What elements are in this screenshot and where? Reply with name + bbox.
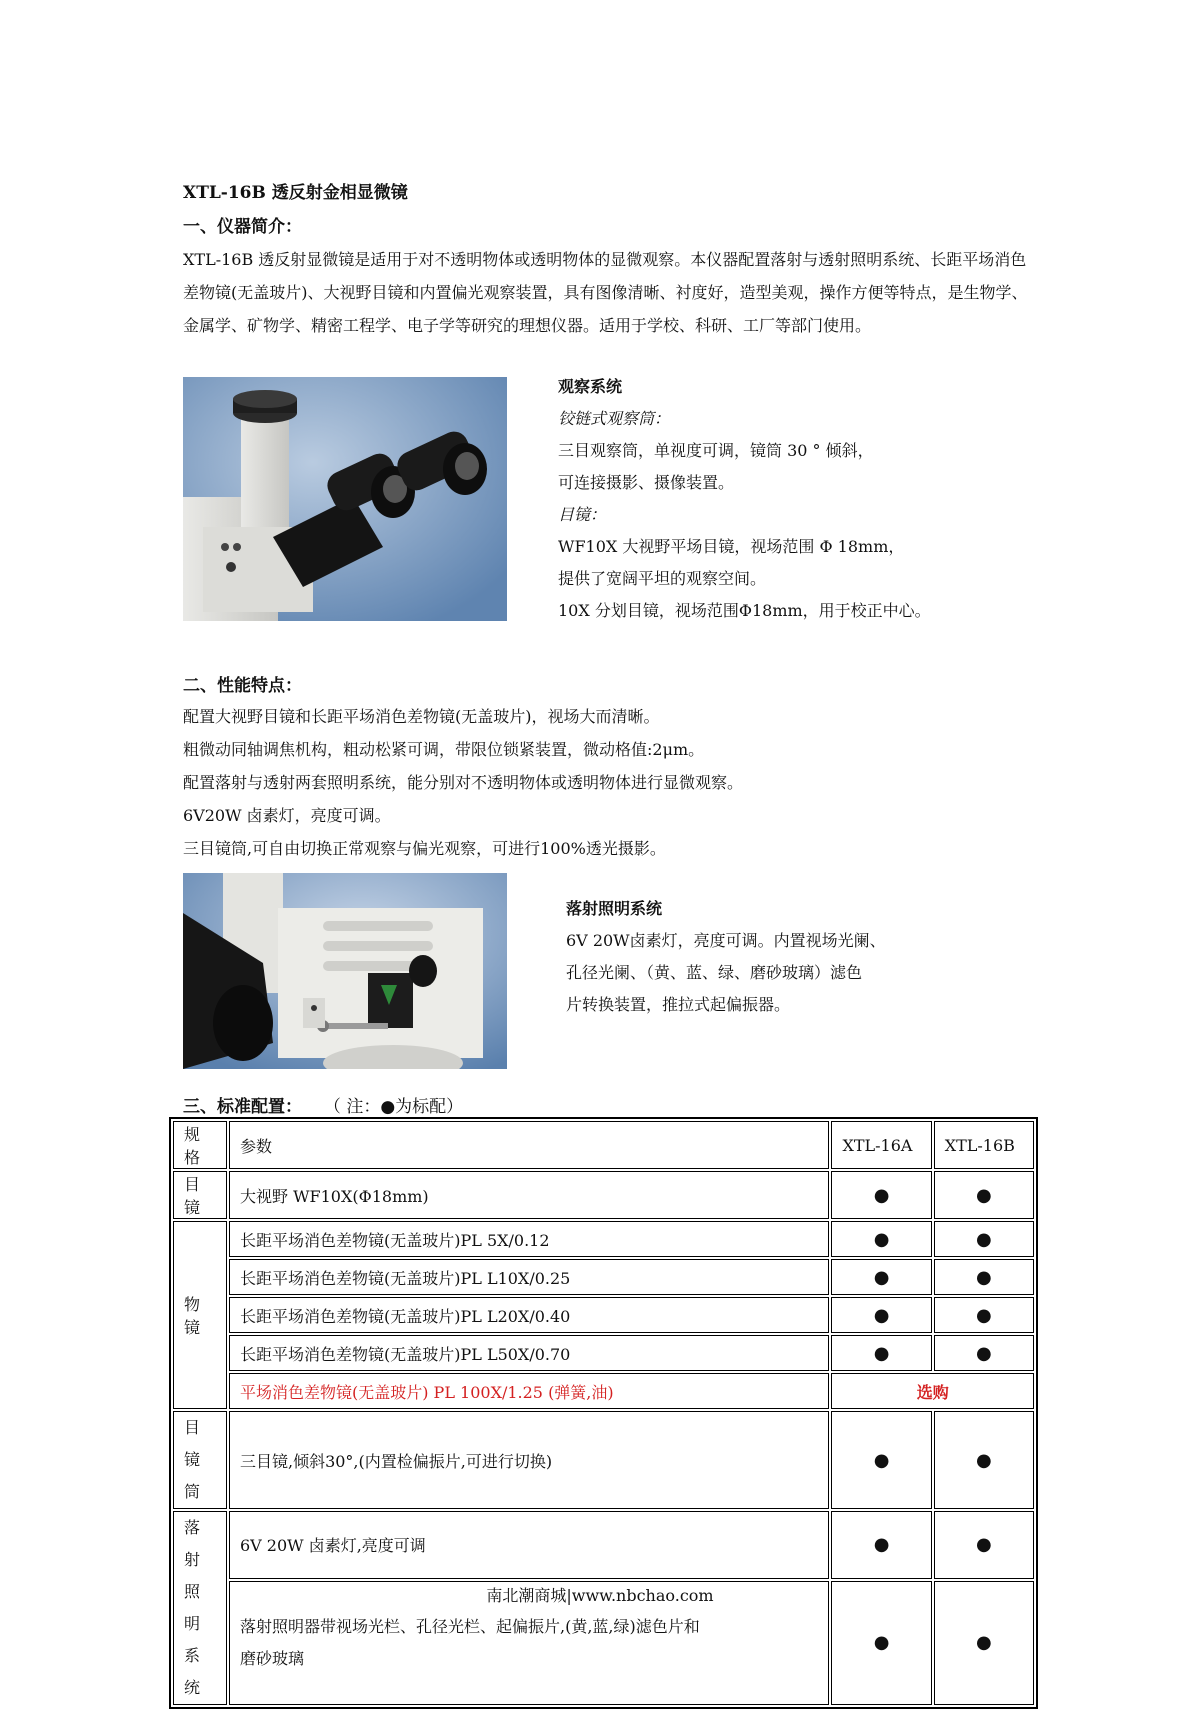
header-model-a: XTL-16A xyxy=(831,1121,931,1169)
standard-dot: ● xyxy=(934,1511,1034,1579)
standard-dot: ● xyxy=(831,1511,931,1579)
standard-dot: ● xyxy=(831,1297,931,1333)
observation-system-text xyxy=(558,371,931,627)
tube-param: 三目镜,倾斜30°,(内置检偏振片,可进行切换) xyxy=(229,1411,829,1509)
standard-dot: ● xyxy=(934,1335,1034,1371)
objective-param: 长距平场消色差物镜(无盖玻片)PL L50X/0.70 xyxy=(229,1335,829,1371)
eyepiece-subheading: 目镜： xyxy=(558,505,607,524)
illumination-line-2: 孔径光阑、（黄、蓝、绿、磨砂玻璃）滤色 xyxy=(566,963,863,982)
tube-label-line: 目镜 xyxy=(184,1418,201,1469)
illumination-line-3: 片转换装置，推拉式起偏振器。 xyxy=(566,995,791,1014)
feature-item: 粗微动同轴调焦机构，粗动松紧可调，带限位锁紧装置，微动格值:2μm。 xyxy=(183,740,705,759)
epi-param-line: 磨砂玻璃 xyxy=(239,1648,304,1668)
document-title: XTL-16B 透反射金相显微镜 xyxy=(183,183,408,203)
standard-dot: ● xyxy=(831,1411,931,1509)
optional-objective-param: 平场消色差物镜(无盖玻片) PL 100X/1.25 (弹簧,油) xyxy=(229,1373,829,1409)
table-row xyxy=(173,1511,1034,1579)
section-1-heading: 一、仪器简介： xyxy=(183,217,302,237)
eyepiece-param: 大视野 WF10X(Φ18mm) xyxy=(229,1171,829,1219)
table-row xyxy=(173,1171,1034,1219)
feature-item: 配置落射与透射两套照明系统，能分别对不透明物体或透明物体进行显微观察。 xyxy=(183,773,744,792)
section-3-heading xyxy=(183,1092,463,1117)
observation-line-5: 10X 分划目镜，视场范围Φ18mm，用于校正中心。 xyxy=(558,601,931,620)
standard-dot: ● xyxy=(934,1297,1034,1333)
illumination-line-1: 6V 20W卤素灯，亮度可调。内置视场光阑、 xyxy=(566,931,886,950)
header-model-b: XTL-16B xyxy=(934,1121,1034,1169)
illumination-system-text xyxy=(566,893,886,1021)
table-row xyxy=(173,1297,1034,1333)
observation-heading: 观察系统 xyxy=(558,377,623,396)
objective-param: 长距平场消色差物镜(无盖玻片)PL L10X/0.25 xyxy=(229,1259,829,1295)
table-row xyxy=(173,1373,1034,1409)
hinged-tube-subheading: 铰链式观察筒： xyxy=(558,409,671,428)
epi-param-line: 落射照明器带视场光栏、孔径光栏、起偏振片,(黄,蓝,绿)滤色片和 xyxy=(239,1616,700,1636)
table-row xyxy=(173,1259,1034,1295)
epi-label-line: 系统 xyxy=(184,1646,201,1697)
standard-dot: ● xyxy=(831,1335,931,1371)
section-3-title: 三、标准配置： xyxy=(183,1097,302,1117)
tube-label xyxy=(173,1411,227,1509)
standard-dot: ● xyxy=(934,1259,1034,1295)
section-1-intro: XTL-16B 透反射显微镜是适用于对不透明物体或透明物体的显微观察。本仪器配置落射与透射照明系统、长距平场消色差物镜(无盖玻片)、大视野目镜和内置偏光观察装置，具有图像清晰、衬度好，造型美观，操作方便等特点，是生物学、金属学、矿物学、精密工程学、电子学等研究的理想仪器。适用于学校、科研、工厂等部门使用。 xyxy=(183,250,1028,335)
epi-label-line: 照明 xyxy=(184,1582,201,1633)
table-row xyxy=(173,1221,1034,1257)
illumination-illustration xyxy=(183,873,507,1069)
table-row xyxy=(173,1335,1034,1371)
standard-dot: ● xyxy=(934,1581,1034,1705)
illumination-photo xyxy=(183,873,507,1069)
features-list xyxy=(183,700,743,865)
standard-dot: ● xyxy=(934,1171,1034,1219)
standard-dot: ● xyxy=(831,1259,931,1295)
feature-item: 6V20W 卤素灯，亮度可调。 xyxy=(183,806,391,825)
objective-param: 长距平场消色差物镜(无盖玻片)PL 5X/0.12 xyxy=(229,1221,829,1257)
feature-item: 三目镜筒,可自由切换正常观察与偏光观察，可进行100%透光摄影。 xyxy=(183,839,666,858)
epi-label-line: 落射 xyxy=(184,1518,201,1569)
standard-dot: ● xyxy=(934,1221,1034,1257)
standard-dot: ● xyxy=(934,1411,1034,1509)
feature-item: 配置大视野目镜和长距平场消色差物镜(无盖玻片)，视场大而清晰。 xyxy=(183,707,660,726)
eyepiece-label: 目镜 xyxy=(173,1171,227,1219)
table-header-row xyxy=(173,1121,1034,1169)
footer-text: 南北潮商城|www.nbchao.com xyxy=(486,1586,714,1605)
microscope-head-photo xyxy=(183,377,507,621)
standard-dot: ● xyxy=(831,1171,931,1219)
epi-param: 6V 20W 卤素灯,亮度可调 xyxy=(229,1511,829,1579)
section-2-heading: 二、性能特点： xyxy=(183,676,302,696)
standard-dot: ● xyxy=(831,1221,931,1257)
standard-dot: ● xyxy=(831,1581,931,1705)
microscope-head-illustration xyxy=(183,377,507,621)
section-3-note: （ 注：●为标配） xyxy=(323,1097,464,1117)
table-row xyxy=(173,1411,1034,1509)
objective-label: 物镜 xyxy=(173,1221,227,1409)
optional-label: 选购 xyxy=(831,1373,1034,1409)
epi-label xyxy=(173,1511,227,1705)
standard-config-table xyxy=(169,1117,1038,1709)
observation-line-3: WF10X 大视野平场目镜，视场范围 Φ 18mm， xyxy=(558,537,905,556)
illumination-heading: 落射照明系统 xyxy=(566,899,663,918)
header-param: 参数 xyxy=(229,1121,829,1169)
observation-line-1: 三目观察筒，单视度可调，镜筒 30 ° 倾斜， xyxy=(558,441,874,460)
header-spec: 规格 xyxy=(173,1121,227,1169)
observation-line-2: 可连接摄影、摄像装置。 xyxy=(558,473,735,492)
observation-line-4: 提供了宽阔平坦的观察空间。 xyxy=(558,569,767,588)
tube-label-line: 筒 xyxy=(184,1482,201,1501)
objective-param: 长距平场消色差物镜(无盖玻片)PL L20X/0.40 xyxy=(229,1297,829,1333)
